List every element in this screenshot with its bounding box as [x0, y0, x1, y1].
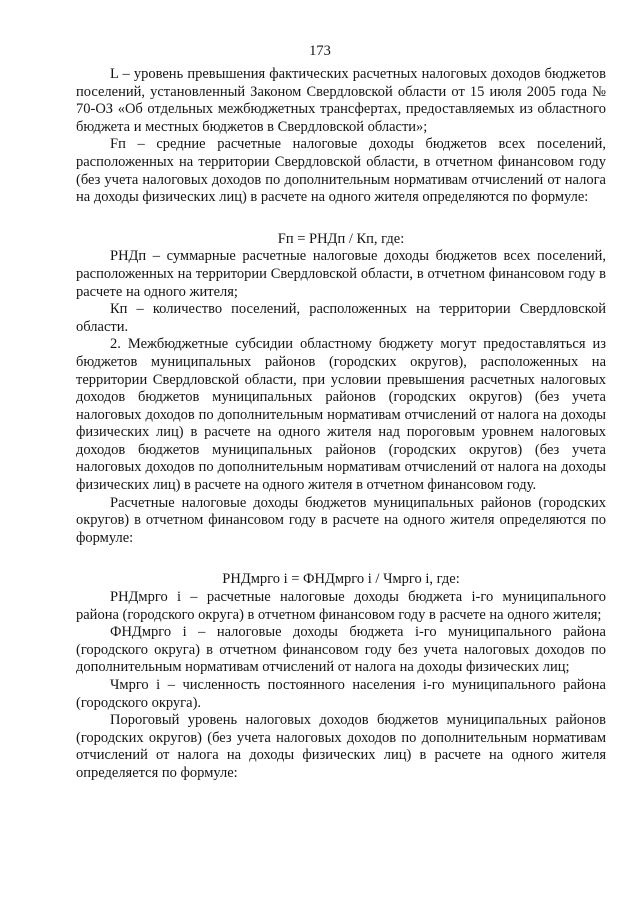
paragraph-l-definition: L – уровень превышения фактических расчетных налоговых доходов бюджетов поселений, установленный Законом Свердловской области от 15 июля 2005 года № 70-ОЗ «Об отдельных межбюджетных трансфертах, предоставляемых из областного бюджета и местных бюджетов в Свердловской области»;	[76, 66, 606, 135]
page-body	[76, 66, 606, 783]
paragraph-section-2: 2. Межбюджетные субсидии областному бюджету могут предоставляться из бюджетов муниципальных районов (городских округов), расположенных на территории Свердловской области, при условии превышения расчетных налоговых доходов бюджетов муниципальных районов (городских округов) (без учета налоговых доходов по дополнительным нормативам отчислений от налога на доходы физических лиц) в расчете на одного жителя над пороговым уровнем налоговых доходов бюджетов муниципальных районов (городских округов) (без учета налоговых доходов по дополнительным нормативам отчислений от налога на доходы физических лиц) в расчете на одного жителя в отчетном финансовом году.	[76, 336, 606, 494]
paragraph-rndp-definition: РНДп – суммарные расчетные налоговые доходы бюджетов всех поселений, расположенных на территории Свердловской области, в отчетном финансовом году в расчете на одного жителя;	[76, 248, 606, 300]
paragraph-fndmrgo-definition: ФНДмрго i – налоговые доходы бюджета i-го муниципального района (городского округа) в отчетном финансовом году без учета налоговых доходов по дополнительным нормативам отчислений от налога на доходы физических лиц;	[76, 624, 606, 676]
page-number: 173	[309, 43, 331, 59]
formula-rndmrgo: РНДмрго i = ФНДмрго i / Чмрго i, где:	[222, 571, 460, 588]
paragraph-calc-intro: Расчетные налоговые доходы бюджетов муниципальных районов (городских округов) в отчетном финансовом году в расчете на одного жителя определяются по формуле:	[76, 494, 606, 546]
paragraph-rndmrgo-definition: РНДмрго i – расчетные налоговые доходы бюджета i-го муниципального района (городского округа) в отчетном финансовом году в расчете на одного жителя;	[76, 589, 606, 623]
spacer	[76, 547, 606, 571]
formula-fp: Fп = РНДп / Кп, где:	[277, 230, 405, 247]
paragraph-kp-definition: Кп – количество поселений, расположенных на территории Свердловской области.	[76, 301, 606, 335]
paragraph-fp-definition: Fп – средние расчетные налоговые доходы бюджетов всех поселений, расположенных на территории Свердловской области, в отчетном финансовом году (без учета налоговых доходов по дополнительным нормативам отчислений от налога на доходы физических лиц) в расчете на одного жителя определяются по формуле:	[76, 136, 606, 206]
paragraph-chmrgo-definition: Чмрго i – численность постоянного населения i-го муниципального района (городского округа).	[76, 677, 606, 711]
spacer	[76, 207, 606, 231]
paragraph-threshold-intro: Пороговый уровень налоговых доходов бюджетов муниципальных районов (городских округов) (без учета налоговых доходов по дополнительным нормативам отчислений от налога на доходы физических лиц) в расчете на одного жителя определяется по формуле:	[76, 712, 606, 781]
